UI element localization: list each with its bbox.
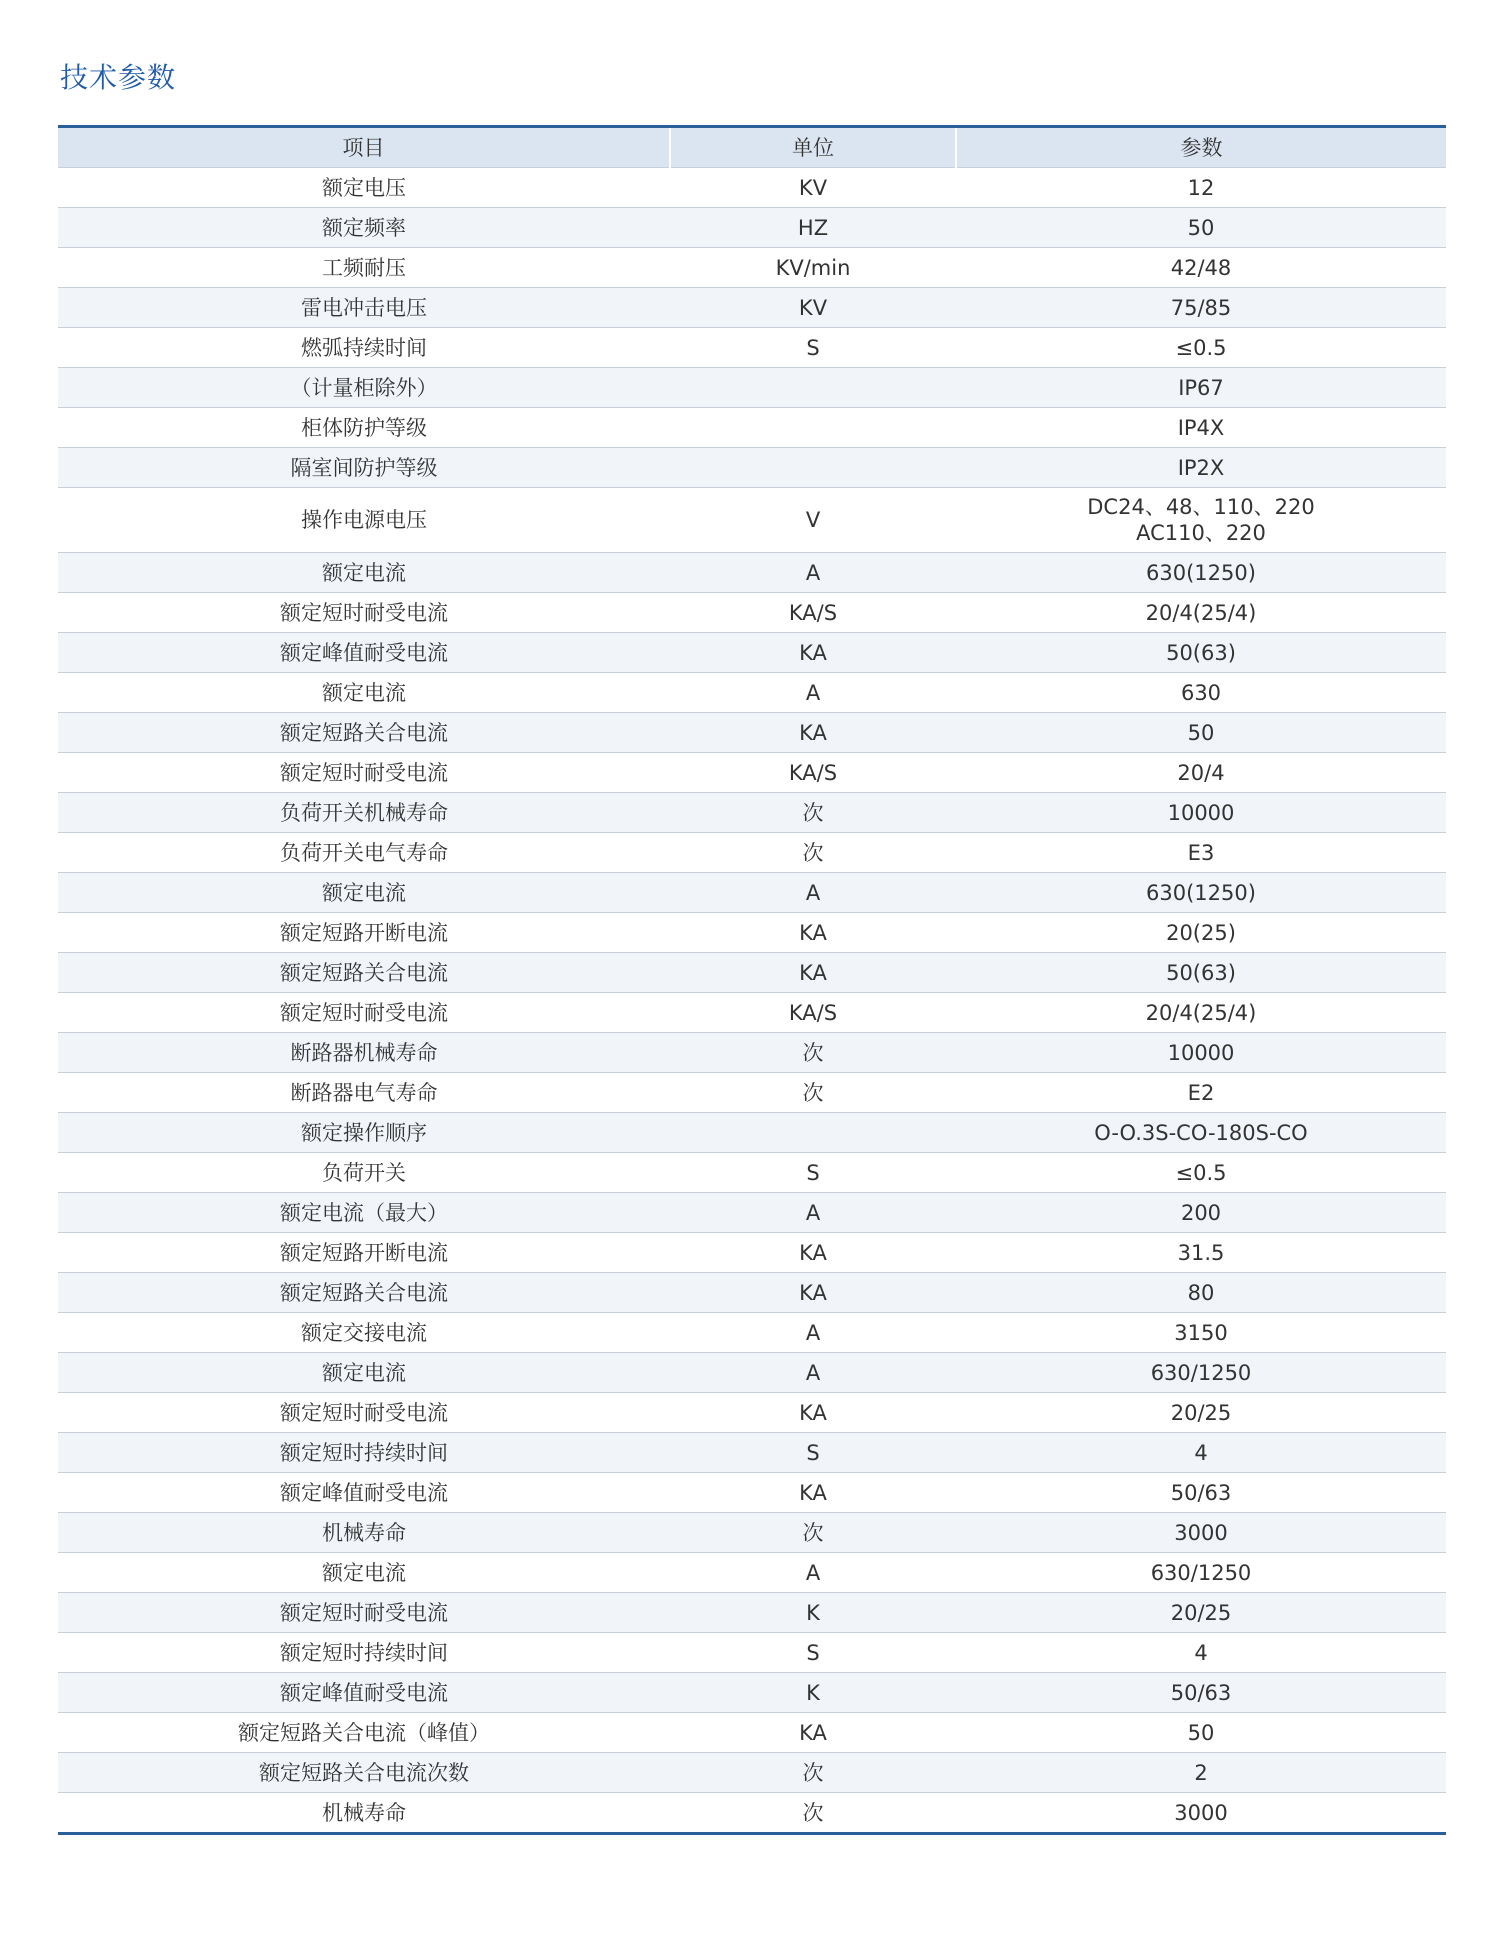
cell-unit: A	[670, 553, 956, 593]
cell-item: 额定频率	[58, 208, 670, 248]
cell-item: 额定交接电流	[58, 1313, 670, 1353]
cell-unit: KV	[670, 288, 956, 328]
cell-item: 额定电流	[58, 1553, 670, 1593]
cell-item: 额定短路开断电流	[58, 913, 670, 953]
cell-value: E2	[956, 1073, 1446, 1113]
cell-item: 断路器电气寿命	[58, 1073, 670, 1113]
table-row	[58, 288, 1446, 328]
cell-unit: 次	[670, 1073, 956, 1113]
cell-item: 柜体防护等级	[58, 408, 670, 448]
cell-unit: 次	[670, 1513, 956, 1553]
table-row	[58, 1313, 1446, 1353]
cell-item: 额定短时耐受电流	[58, 1393, 670, 1433]
cell-unit: KA	[670, 633, 956, 673]
table-row	[58, 1433, 1446, 1473]
cell-item: 隔室间防护等级	[58, 448, 670, 488]
cell-item: 额定短时耐受电流	[58, 993, 670, 1033]
cell-unit: HZ	[670, 208, 956, 248]
table-row	[58, 553, 1446, 593]
cell-unit: A	[670, 873, 956, 913]
cell-value: IP2X	[956, 448, 1446, 488]
cell-unit: 次	[670, 1033, 956, 1073]
table-row	[58, 448, 1446, 488]
cell-item: 额定操作顺序	[58, 1113, 670, 1153]
cell-unit: K	[670, 1593, 956, 1633]
table-row	[58, 1233, 1446, 1273]
cell-value: 4	[956, 1633, 1446, 1673]
table-row	[58, 753, 1446, 793]
cell-unit: KA/S	[670, 753, 956, 793]
cell-value: 20(25)	[956, 913, 1446, 953]
cell-unit: K	[670, 1673, 956, 1713]
cell-value: 200	[956, 1193, 1446, 1233]
cell-unit: V	[670, 488, 956, 553]
cell-value-multiline	[956, 488, 1446, 553]
cell-value: IP4X	[956, 408, 1446, 448]
table-row	[58, 1793, 1446, 1834]
cell-item: 额定电流	[58, 553, 670, 593]
cell-value: 630(1250)	[956, 873, 1446, 913]
table-row	[58, 633, 1446, 673]
cell-unit: KA/S	[670, 993, 956, 1033]
table-row	[58, 1713, 1446, 1753]
cell-value: 31.5	[956, 1233, 1446, 1273]
cell-unit: KA	[670, 1233, 956, 1273]
table-header	[58, 127, 1446, 168]
cell-value: 50/63	[956, 1673, 1446, 1713]
page-title: 技术参数	[60, 61, 177, 94]
header-unit: 单位	[670, 127, 956, 168]
cell-unit: KA	[670, 713, 956, 753]
table-row	[58, 368, 1446, 408]
cell-item: 额定电压	[58, 168, 670, 208]
table-row	[58, 953, 1446, 993]
cell-item: 额定短路关合电流（峰值）	[58, 1713, 670, 1753]
cell-value-line: DC24、48、110、220	[1087, 495, 1315, 519]
table-row	[58, 1193, 1446, 1233]
cell-value: ≤0.5	[956, 328, 1446, 368]
cell-value: 50(63)	[956, 953, 1446, 993]
cell-item: 额定短路关合电流	[58, 953, 670, 993]
cell-unit: A	[670, 1353, 956, 1393]
table-row	[58, 1153, 1446, 1193]
cell-item: 额定短时持续时间	[58, 1433, 670, 1473]
cell-value: 630(1250)	[956, 553, 1446, 593]
cell-item: 额定短时耐受电流	[58, 593, 670, 633]
cell-unit: A	[670, 1553, 956, 1593]
cell-item: 断路器机械寿命	[58, 1033, 670, 1073]
cell-unit: KA	[670, 953, 956, 993]
table-row	[58, 1553, 1446, 1593]
cell-item: 额定电流	[58, 673, 670, 713]
cell-value: 10000	[956, 793, 1446, 833]
cell-value: 10000	[956, 1033, 1446, 1073]
cell-unit	[670, 448, 956, 488]
table-row	[58, 673, 1446, 713]
cell-value-line: AC110、220	[1136, 521, 1266, 545]
cell-item: 燃弧持续时间	[58, 328, 670, 368]
cell-value: 20/4(25/4)	[956, 993, 1446, 1033]
cell-item: 额定短时耐受电流	[58, 1593, 670, 1633]
cell-item: 额定电流（最大）	[58, 1193, 670, 1233]
cell-item: 额定峰值耐受电流	[58, 1673, 670, 1713]
table-row	[58, 248, 1446, 288]
cell-value: 20/4(25/4)	[956, 593, 1446, 633]
cell-item: 雷电冲击电压	[58, 288, 670, 328]
cell-item: 额定峰值耐受电流	[58, 1473, 670, 1513]
cell-item: 额定短路开断电流	[58, 1233, 670, 1273]
cell-unit	[670, 1113, 956, 1153]
table-row	[58, 873, 1446, 913]
cell-value: 80	[956, 1273, 1446, 1313]
cell-value: 4	[956, 1433, 1446, 1473]
cell-unit: KA	[670, 1473, 956, 1513]
cell-item: 额定电流	[58, 1353, 670, 1393]
header-row	[58, 127, 1446, 168]
cell-value: 630/1250	[956, 1353, 1446, 1393]
cell-value: 75/85	[956, 288, 1446, 328]
cell-unit: 次	[670, 833, 956, 873]
cell-value: O-O.3S-CO-180S-CO	[956, 1113, 1446, 1153]
cell-unit: KA	[670, 1273, 956, 1313]
cell-item: （计量柜除外）	[58, 368, 670, 408]
table-row	[58, 1473, 1446, 1513]
table-row	[58, 168, 1446, 208]
cell-value: 50(63)	[956, 633, 1446, 673]
cell-value: 12	[956, 168, 1446, 208]
table-row	[58, 1393, 1446, 1433]
table-row	[58, 1673, 1446, 1713]
cell-item: 额定短路关合电流	[58, 713, 670, 753]
cell-unit: 次	[670, 1793, 956, 1834]
cell-unit: S	[670, 328, 956, 368]
cell-value: 50	[956, 1713, 1446, 1753]
cell-item: 机械寿命	[58, 1513, 670, 1553]
cell-unit: 次	[670, 793, 956, 833]
cell-value: E3	[956, 833, 1446, 873]
table-row	[58, 793, 1446, 833]
cell-item: 负荷开关电气寿命	[58, 833, 670, 873]
cell-item: 负荷开关	[58, 1153, 670, 1193]
table-row	[58, 1513, 1446, 1553]
table-row	[58, 1593, 1446, 1633]
cell-value: 50	[956, 713, 1446, 753]
cell-value: 630/1250	[956, 1553, 1446, 1593]
cell-item: 工频耐压	[58, 248, 670, 288]
table-row	[58, 488, 1446, 553]
cell-item: 额定电流	[58, 873, 670, 913]
cell-unit: 次	[670, 1753, 956, 1793]
table-row	[58, 1353, 1446, 1393]
table-row	[58, 208, 1446, 248]
cell-unit: A	[670, 1193, 956, 1233]
cell-item: 额定短路关合电流次数	[58, 1753, 670, 1793]
cell-value: 50/63	[956, 1473, 1446, 1513]
cell-item: 机械寿命	[58, 1793, 670, 1834]
table-row	[58, 1073, 1446, 1113]
cell-unit	[670, 408, 956, 448]
table-row	[58, 1273, 1446, 1313]
cell-unit: KA/S	[670, 593, 956, 633]
table-row	[58, 408, 1446, 448]
header-item: 项目	[58, 127, 670, 168]
table-row	[58, 1113, 1446, 1153]
table-body	[58, 168, 1446, 1834]
table-row	[58, 328, 1446, 368]
cell-item: 负荷开关机械寿命	[58, 793, 670, 833]
cell-value: 50	[956, 208, 1446, 248]
cell-unit: A	[670, 673, 956, 713]
cell-unit: S	[670, 1433, 956, 1473]
cell-unit: A	[670, 1313, 956, 1353]
table-row	[58, 1753, 1446, 1793]
cell-value: 3150	[956, 1313, 1446, 1353]
cell-unit: KA	[670, 913, 956, 953]
cell-item: 额定短时耐受电流	[58, 753, 670, 793]
cell-item: 额定短时持续时间	[58, 1633, 670, 1673]
cell-unit: KA	[670, 1713, 956, 1753]
cell-item: 操作电源电压	[58, 488, 670, 553]
table-row	[58, 993, 1446, 1033]
cell-value: 630	[956, 673, 1446, 713]
cell-value: 3000	[956, 1793, 1446, 1834]
cell-value: IP67	[956, 368, 1446, 408]
table-row	[58, 913, 1446, 953]
cell-unit	[670, 368, 956, 408]
cell-unit: KA	[670, 1393, 956, 1433]
cell-value: 2	[956, 1753, 1446, 1793]
cell-unit: KV/min	[670, 248, 956, 288]
cell-unit: S	[670, 1153, 956, 1193]
spec-table	[58, 125, 1446, 1835]
cell-value: 42/48	[956, 248, 1446, 288]
table-row	[58, 593, 1446, 633]
table-row	[58, 1033, 1446, 1073]
cell-value: ≤0.5	[956, 1153, 1446, 1193]
cell-value: 20/25	[956, 1393, 1446, 1433]
cell-item: 额定短路关合电流	[58, 1273, 670, 1313]
table-row	[58, 713, 1446, 753]
cell-unit: S	[670, 1633, 956, 1673]
cell-value: 20/4	[956, 753, 1446, 793]
cell-value: 20/25	[956, 1593, 1446, 1633]
cell-value: 3000	[956, 1513, 1446, 1553]
table-row	[58, 1633, 1446, 1673]
table-row	[58, 833, 1446, 873]
cell-item: 额定峰值耐受电流	[58, 633, 670, 673]
cell-unit: KV	[670, 168, 956, 208]
header-value: 参数	[956, 127, 1446, 168]
